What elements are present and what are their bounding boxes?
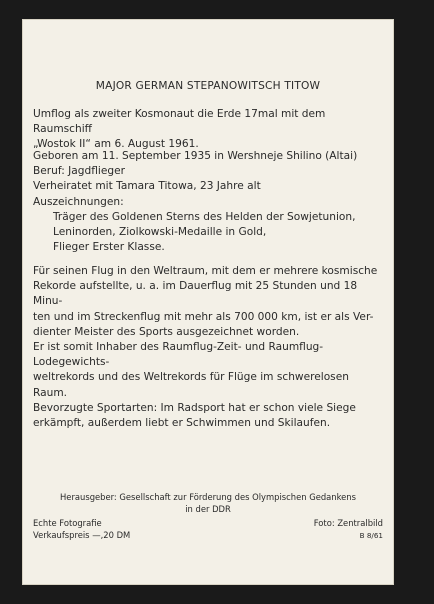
body-line: dienter Meister des Sports ausgezeichnet worden. <box>33 325 300 338</box>
body-line: Bevorzugte Sportarten: Im Radsport hat er schon viele Siege <box>33 401 356 414</box>
intro-paragraph <box>33 107 385 153</box>
price: Verkaufspreis —,20 DM <box>33 530 131 540</box>
body-line: ten und im Streckenflug mit mehr als 700 000 km, ist er als Ver- <box>33 310 374 323</box>
body-paragraph <box>33 264 385 431</box>
publisher-block <box>22 492 394 515</box>
awards-label: Auszeichnungen: <box>33 195 124 208</box>
award-item: Leninorden, Ziolkowski-Medaille in Gold, <box>53 226 267 239</box>
award-item: Flieger Erster Klasse. <box>53 241 165 254</box>
body-line: Rekorde aufstellte, u. a. im Dauerflug mit 25 Stunden und 18 Minu- <box>33 280 358 308</box>
bio-section <box>33 149 385 255</box>
body-line: Er ist somit Inhaber des Raumflug-Zeit- und Raumflug-Lodegewichts- <box>33 341 324 369</box>
profession-line: Beruf: Jagdflieger <box>33 165 125 178</box>
marriage-line: Verheiratet mit Tamara Titowa, 23 Jahre alt <box>33 180 261 193</box>
body-line: weltrekords und des Weltrekords für Flüge im schwerelosen Raum. <box>33 371 349 399</box>
postcard <box>22 19 394 585</box>
publisher-line: in der DDR <box>185 503 231 514</box>
intro-line: „Wostok II“ am 6. August 1961. <box>33 138 199 151</box>
photo-type: Echte Fotografie <box>33 518 102 528</box>
photo-credit: Foto: Zentralbild <box>313 518 383 528</box>
award-item: Träger des Goldenen Sterns des Helden der Sowjetunion, <box>53 210 356 223</box>
body-line: Für seinen Flug in den Weltraum, mit dem er mehrere kosmische <box>33 265 378 277</box>
print-code: B 8/61 <box>359 531 383 540</box>
page-title: MAJOR GERMAN STEPANOWITSCH TITOW <box>95 80 321 92</box>
intro-line: Umflog als zweiter Kosmonaut die Erde 17mal mit dem Raumschiff <box>33 108 326 136</box>
birth-line: Geboren am 11. September 1935 in Wershneje Shilino (Altai) <box>33 150 358 162</box>
publisher-line: Herausgeber: Gesellschaft zur Förderung des Olympischen Gedankens <box>60 492 356 502</box>
awards-list <box>33 210 385 256</box>
body-line: erkämpft, außerdem liebt er Schwimmen und Skilaufen. <box>33 417 331 430</box>
